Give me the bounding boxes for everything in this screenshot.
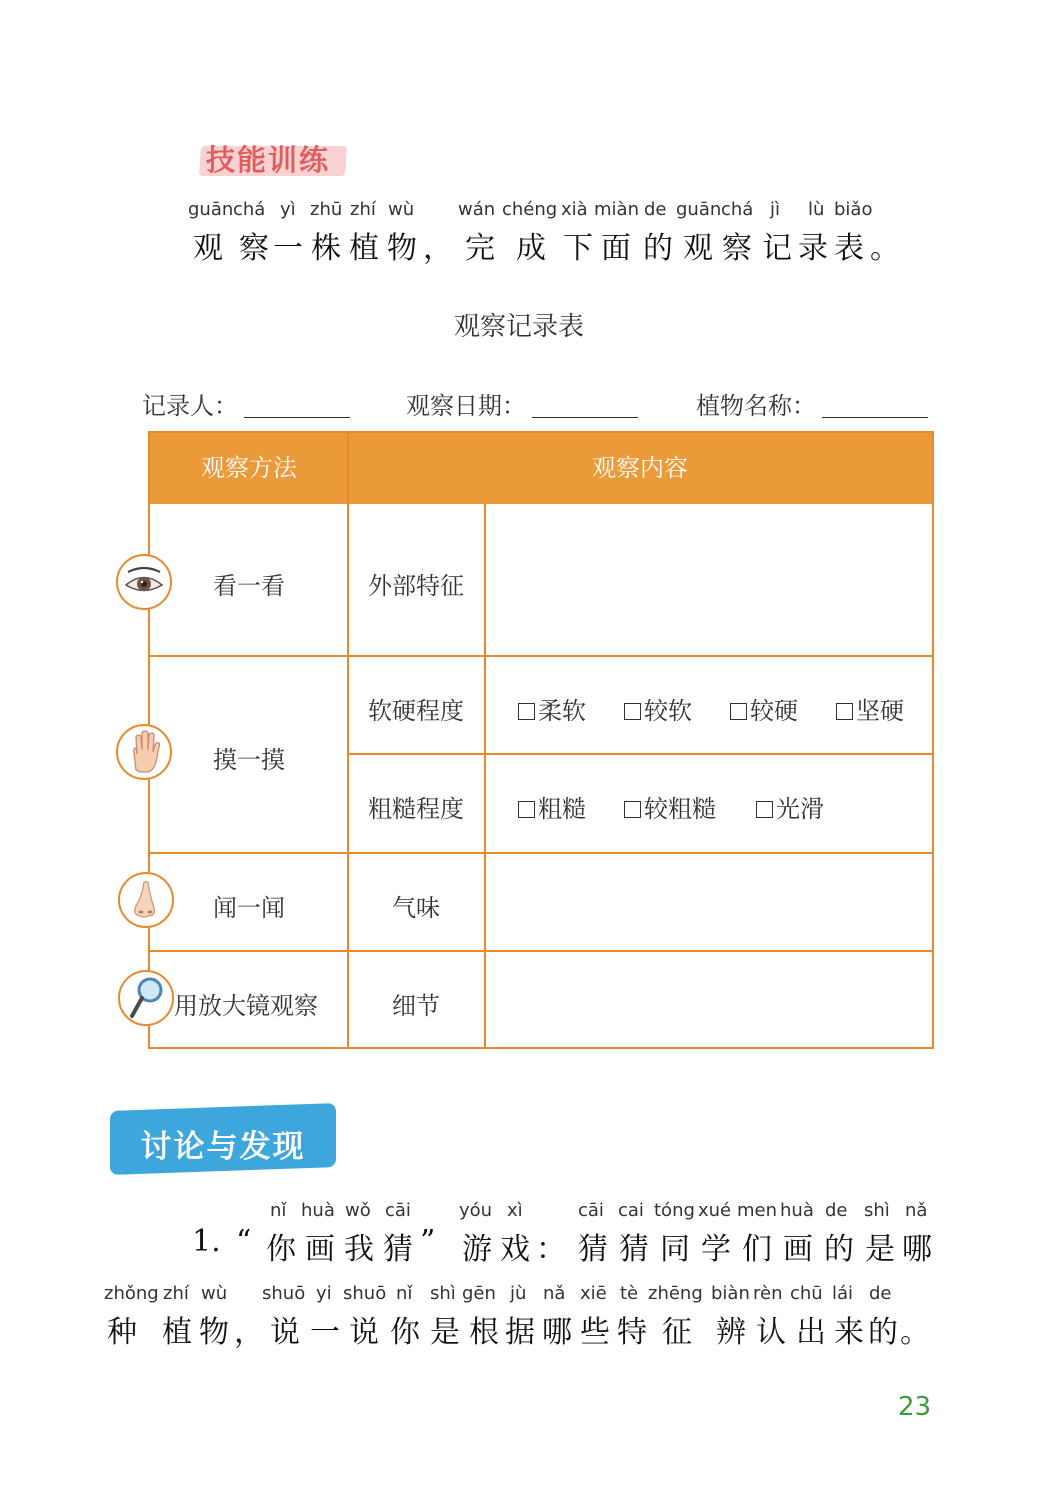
- hanzi: 据: [505, 1315, 535, 1350]
- pinyin: shuō: [262, 1283, 306, 1304]
- pinyin: huà: [301, 1200, 335, 1221]
- hanzi: 认: [756, 1315, 786, 1350]
- eye-icon: [116, 554, 172, 610]
- hanzi: 下: [563, 231, 593, 266]
- nose-icon: [118, 872, 174, 928]
- hanzi: 我: [344, 1232, 374, 1267]
- pinyin: nǎ: [543, 1283, 566, 1304]
- hanzi: “: [236, 1224, 252, 1259]
- hanzi: 出: [796, 1315, 826, 1350]
- checkbox[interactable]: [624, 703, 641, 720]
- hanzi: 观: [683, 231, 713, 266]
- pinyin: rèn: [753, 1283, 783, 1304]
- pinyin: wù: [201, 1283, 228, 1304]
- method-touch: 摸一摸: [213, 746, 285, 774]
- hanzi: 根: [469, 1315, 499, 1350]
- hanzi: 游: [462, 1232, 492, 1267]
- hanzi: 画: [783, 1232, 813, 1267]
- pinyin: wán: [458, 199, 496, 220]
- hanzi: 的: [868, 1315, 898, 1350]
- pinyin: wǒ: [345, 1200, 371, 1221]
- hanzi: 学: [701, 1232, 731, 1267]
- pinyin: cāi: [385, 1200, 411, 1221]
- hanzi: 植: [162, 1315, 192, 1350]
- hardness-option[interactable]: 坚硬: [836, 691, 904, 726]
- hanzi: 征: [662, 1315, 692, 1350]
- badge-label: 技能训练: [206, 143, 331, 177]
- header-content: 观察内容: [592, 454, 688, 482]
- hanzi: 同: [660, 1232, 690, 1267]
- pinyin: jù: [510, 1283, 527, 1304]
- smell-answer[interactable]: [486, 854, 932, 949]
- hanzi: 是: [430, 1315, 460, 1350]
- hanzi: 表: [834, 231, 864, 266]
- pinyin: de: [644, 199, 667, 220]
- hanzi: 你: [266, 1232, 296, 1267]
- hanzi: 戏: [500, 1232, 530, 1267]
- header-method: 观察方法: [201, 454, 297, 482]
- pinyin: zhí: [350, 199, 376, 220]
- pinyin: yi: [316, 1283, 332, 1304]
- hanzi: 植: [349, 231, 379, 266]
- external-features-answer[interactable]: [486, 506, 932, 654]
- checkbox[interactable]: [518, 801, 535, 818]
- hanzi: 说: [270, 1315, 300, 1350]
- hanzi: 些: [580, 1315, 610, 1350]
- date-label: 观察日期：: [406, 392, 526, 420]
- hanzi: 你: [390, 1315, 420, 1350]
- badge-label: 讨论与发现: [140, 1129, 306, 1165]
- hanzi: 物: [387, 231, 417, 266]
- hanzi: 株: [311, 231, 341, 266]
- method-smell: 闻一闻: [213, 894, 285, 922]
- pinyin: cāi: [578, 1200, 604, 1221]
- hanzi: 1.: [192, 1224, 221, 1259]
- pinyin: xià: [561, 199, 588, 220]
- hanzi: ，: [423, 231, 453, 266]
- pinyin: shì: [430, 1283, 456, 1304]
- plant-name-blank[interactable]: [822, 417, 928, 418]
- hanzi: 物: [199, 1315, 229, 1350]
- hanzi: 面: [601, 231, 631, 266]
- table-title: 观察记录表: [453, 312, 584, 342]
- checkbox[interactable]: [624, 801, 641, 818]
- pinyin: chéng: [502, 199, 558, 220]
- skill-training-badge: [196, 136, 348, 180]
- pinyin: tóng: [654, 1200, 695, 1221]
- table-header: [150, 433, 932, 504]
- pinyin: chá: [721, 199, 754, 220]
- pinyin: tè: [620, 1283, 639, 1304]
- divider: [150, 655, 932, 657]
- hanzi: 来: [834, 1315, 864, 1350]
- recorder-label: 记录人：: [142, 392, 238, 420]
- method-magnify: 用放大镜观察: [174, 992, 318, 1020]
- pinyin: xué: [698, 1200, 732, 1221]
- pinyin: guān: [188, 199, 234, 220]
- hanzi: 成: [516, 231, 546, 266]
- hanzi: 观: [193, 231, 223, 266]
- checkbox[interactable]: [836, 703, 853, 720]
- pinyin: lù: [808, 199, 825, 220]
- hanzi: 猜: [383, 1232, 413, 1267]
- checkbox[interactable]: [518, 703, 535, 720]
- pinyin: chá: [233, 199, 266, 220]
- hanzi: 特: [617, 1315, 647, 1350]
- hanzi: ：: [536, 1232, 566, 1267]
- method-look: 看一看: [213, 572, 285, 600]
- roughness-option[interactable]: 较粗糙: [624, 789, 716, 824]
- magnifier-icon: [118, 970, 174, 1026]
- pinyin: nǐ: [270, 1200, 287, 1221]
- pinyin: shì: [864, 1200, 890, 1221]
- hanzi: 一: [310, 1315, 340, 1350]
- date-blank[interactable]: [532, 417, 638, 418]
- pinyin: de: [869, 1283, 892, 1304]
- pinyin: huà: [780, 1200, 814, 1221]
- details-answer[interactable]: [486, 952, 932, 1047]
- roughness-option[interactable]: 光滑: [756, 789, 824, 824]
- recorder-field[interactable]: [142, 386, 350, 421]
- hanzi: 画: [305, 1232, 335, 1267]
- hanzi: 。: [870, 231, 900, 266]
- hardness-option[interactable]: 柔软: [518, 691, 586, 726]
- hanzi: ，: [234, 1315, 264, 1350]
- hanzi: 们: [742, 1232, 772, 1267]
- recorder-blank[interactable]: [244, 417, 350, 418]
- pinyin: yóu: [459, 1200, 493, 1221]
- pinyin: lái: [832, 1283, 854, 1304]
- pinyin: wù: [388, 199, 415, 220]
- pinyin: cai: [618, 1200, 644, 1221]
- hanzi: 察: [722, 231, 752, 266]
- hanzi: 哪: [902, 1232, 932, 1267]
- roughness-option[interactable]: 粗糙: [518, 789, 586, 824]
- plant-name-label: 植物名称：: [696, 392, 816, 420]
- hanzi: 的: [824, 1232, 854, 1267]
- hanzi: 录: [798, 231, 828, 266]
- hanzi: 说: [349, 1315, 379, 1350]
- pinyin: chū: [790, 1283, 823, 1304]
- page-number: 23: [898, 1392, 932, 1422]
- pinyin: xì: [507, 1200, 523, 1221]
- pinyin: miàn: [594, 199, 639, 220]
- hanzi: 种: [107, 1315, 137, 1350]
- observation-table: [148, 431, 934, 1049]
- pinyin: de: [825, 1200, 848, 1221]
- plant-name-field[interactable]: [696, 386, 928, 421]
- pinyin: biàn: [711, 1283, 750, 1304]
- pinyin: gēn: [462, 1283, 496, 1304]
- hanzi: 。: [900, 1315, 930, 1350]
- hardness-option[interactable]: 较软: [624, 691, 692, 726]
- hanzi: 察: [239, 231, 269, 266]
- aspect-external-features: 外部特征: [368, 572, 464, 600]
- pinyin: nǎ: [905, 1200, 928, 1221]
- hanzi: 是: [865, 1232, 895, 1267]
- hanzi: 的: [643, 231, 673, 266]
- divider: [348, 753, 932, 755]
- discussion-badge: [108, 1103, 338, 1175]
- pinyin: guān: [676, 199, 722, 220]
- date-field[interactable]: [406, 386, 638, 421]
- pinyin: shuō: [343, 1283, 387, 1304]
- aspect-details: 细节: [392, 992, 440, 1020]
- pinyin: men: [737, 1200, 778, 1221]
- pinyin: zhí: [163, 1283, 189, 1304]
- hanzi: 一: [273, 231, 303, 266]
- hand-icon: [116, 724, 172, 780]
- pinyin: zhēng: [648, 1283, 703, 1304]
- aspect-hardness: 软硬程度: [368, 697, 464, 725]
- pinyin: zhǒng: [104, 1283, 159, 1304]
- aspect-smell: 气味: [392, 894, 440, 922]
- pinyin: yì: [280, 199, 296, 220]
- pinyin: jì: [770, 199, 781, 220]
- aspect-roughness: 粗糙程度: [368, 795, 464, 823]
- hanzi: 猜: [578, 1232, 608, 1267]
- hanzi: 辨: [716, 1315, 746, 1350]
- pinyin: zhū: [310, 199, 343, 220]
- hanzi: 完: [465, 231, 495, 266]
- hardness-option[interactable]: 较硬: [730, 691, 798, 726]
- pinyin: biǎo: [834, 199, 873, 220]
- checkbox[interactable]: [756, 801, 773, 818]
- pinyin: nǐ: [396, 1283, 413, 1304]
- hanzi: ”: [420, 1224, 436, 1259]
- hanzi: 猜: [619, 1232, 649, 1267]
- hanzi: 记: [762, 231, 792, 266]
- pinyin: xiē: [580, 1283, 607, 1304]
- hanzi: 哪: [542, 1315, 572, 1350]
- checkbox[interactable]: [730, 703, 747, 720]
